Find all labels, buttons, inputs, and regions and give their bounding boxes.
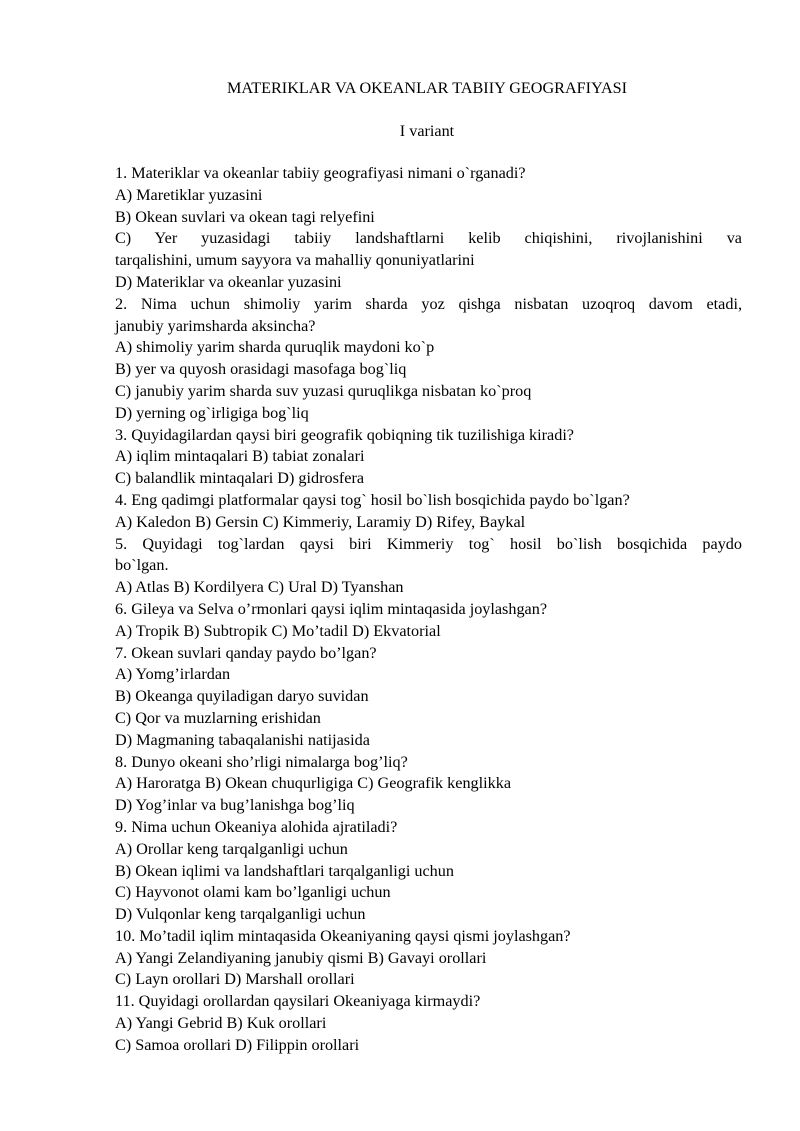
text-line: 1. Materiklar va okeanlar tabiiy geografiyasi nimani o`rganadi? [115,164,526,182]
text-line: A) Atlas B) Kordilyera C) Ural D) Tyanshan [115,578,404,597]
text-line: C) Yer yuzasidagi tabiiy landshaftlarni kelib chiqishini, rivojlanishini va [115,229,742,248]
text-line: D) Materiklar va okeanlar yuzasini [115,272,342,291]
text-line: janubiy yarimsharda aksincha? [115,316,316,335]
text-line: C) Samoa orollari D) Filippin orollari [115,1035,360,1054]
text-line: 9. Nima uchun Okeaniya alohida ajratiladi? [115,817,398,836]
text-line: A) Tropik B) Subtropik C) Mo’tadil D) Ekvatorial [115,621,441,640]
text-line: C) Qor va muzlarning erishidan [115,708,321,727]
text-line: C) Hayvonot olami kam bo’lganligi uchun [115,883,391,902]
text-line: A) Haroratga B) Okean chuqurligiga C) Geografik kenglikka [115,774,512,793]
text-line: 6. Gileya va Selva o’rmonlari qaysi iqlim mintaqasida joylashgan? [115,599,548,618]
text-line: tarqalishini, umum sayyora va mahalliy qonuniyatlarini [115,251,475,270]
text-line: A) shimoliy yarim sharda quruqlik maydoni ko`p [115,338,435,357]
text-line: C) balandlik mintaqalari D) gidrosfera [115,469,365,488]
text-line: 8. Dunyo okeani sho’rligi nimalarga bog’liq? [115,752,408,771]
text-line: B) Okean iqlimi va landshaftlari tarqalganligi uchun [115,861,454,880]
text-line: A) Yangi Zelandiyaning janubiy qismi B) Gavayi orollari [115,948,487,967]
text-line: C) Layn orollari D) Marshall orollari [115,970,355,989]
variant-label: I variant [399,122,455,140]
text-line: B) yer va quyosh orasidagi masofaga bog`liq [115,360,407,379]
text-line: A) Yomg’irlardan [115,665,231,684]
text-line: bo`lgan. [115,556,169,575]
document-title: MATERIKLAR VA OKEANLAR TABIIY GEOGRAFIYASI [226,79,628,97]
text-line: 4. Eng qadimgi platformalar qaysi tog` hosil bo`lish bosqichida paydo bo`lgan? [115,490,630,509]
text-line: D) Magmaning tabaqalanishi natijasida [115,730,370,749]
text-line: 2. Nima uchun shimoliy yarim sharda yoz qishga nisbatan uzoqroq davom etadi, [115,294,742,313]
text-line: 11. Quyidagi orollardan qaysilari Okeaniyaga kirmaydi? [115,992,481,1011]
text-line: A) Maretiklar yuzasini [115,185,263,204]
text-line: B) Okeanga quyiladigan daryo suvidan [115,687,369,706]
text-line: A) Yangi Gebrid B) Kuk orollari [115,1014,327,1033]
text-line: B) Okean suvlari va okean tagi relyefini [115,207,375,226]
text-line: 10. Mo’tadil iqlim mintaqasida Okeaniyaning qaysi qismi joylashgan? [115,926,571,945]
question-list [115,163,742,1057]
text-line: 3. Quyidagilardan qaysi biri geografik qobiqning tik tuzilishiga kiradi? [115,425,574,444]
text-line: D) Vulqonlar keng tarqalganligi uchun [115,905,366,924]
text-line: 7. Okean suvlari qanday paydo bo’lgan? [115,643,377,662]
text-line: C) janubiy yarim sharda suv yuzasi quruqlikga nisbatan ko`proq [115,381,532,400]
text-line: 5. Quyidagi tog`lardan qaysi biri Kimmeriy tog` hosil bo`lish bosqichida paydo [115,534,742,553]
text-line: D) Yog’inlar va bug’lanishga bog’liq [115,796,355,815]
text-line: A) Kaledon B) Gersin C) Kimmeriy, Laramiy D) Rifey, Baykal [115,512,526,531]
text-line: A) Orollar keng tarqalganligi uchun [115,839,348,858]
text-line: D) yerning og`irligiga bog`liq [115,403,309,422]
text-line: A) iqlim mintaqalari B) tabiat zonalari [115,447,365,466]
